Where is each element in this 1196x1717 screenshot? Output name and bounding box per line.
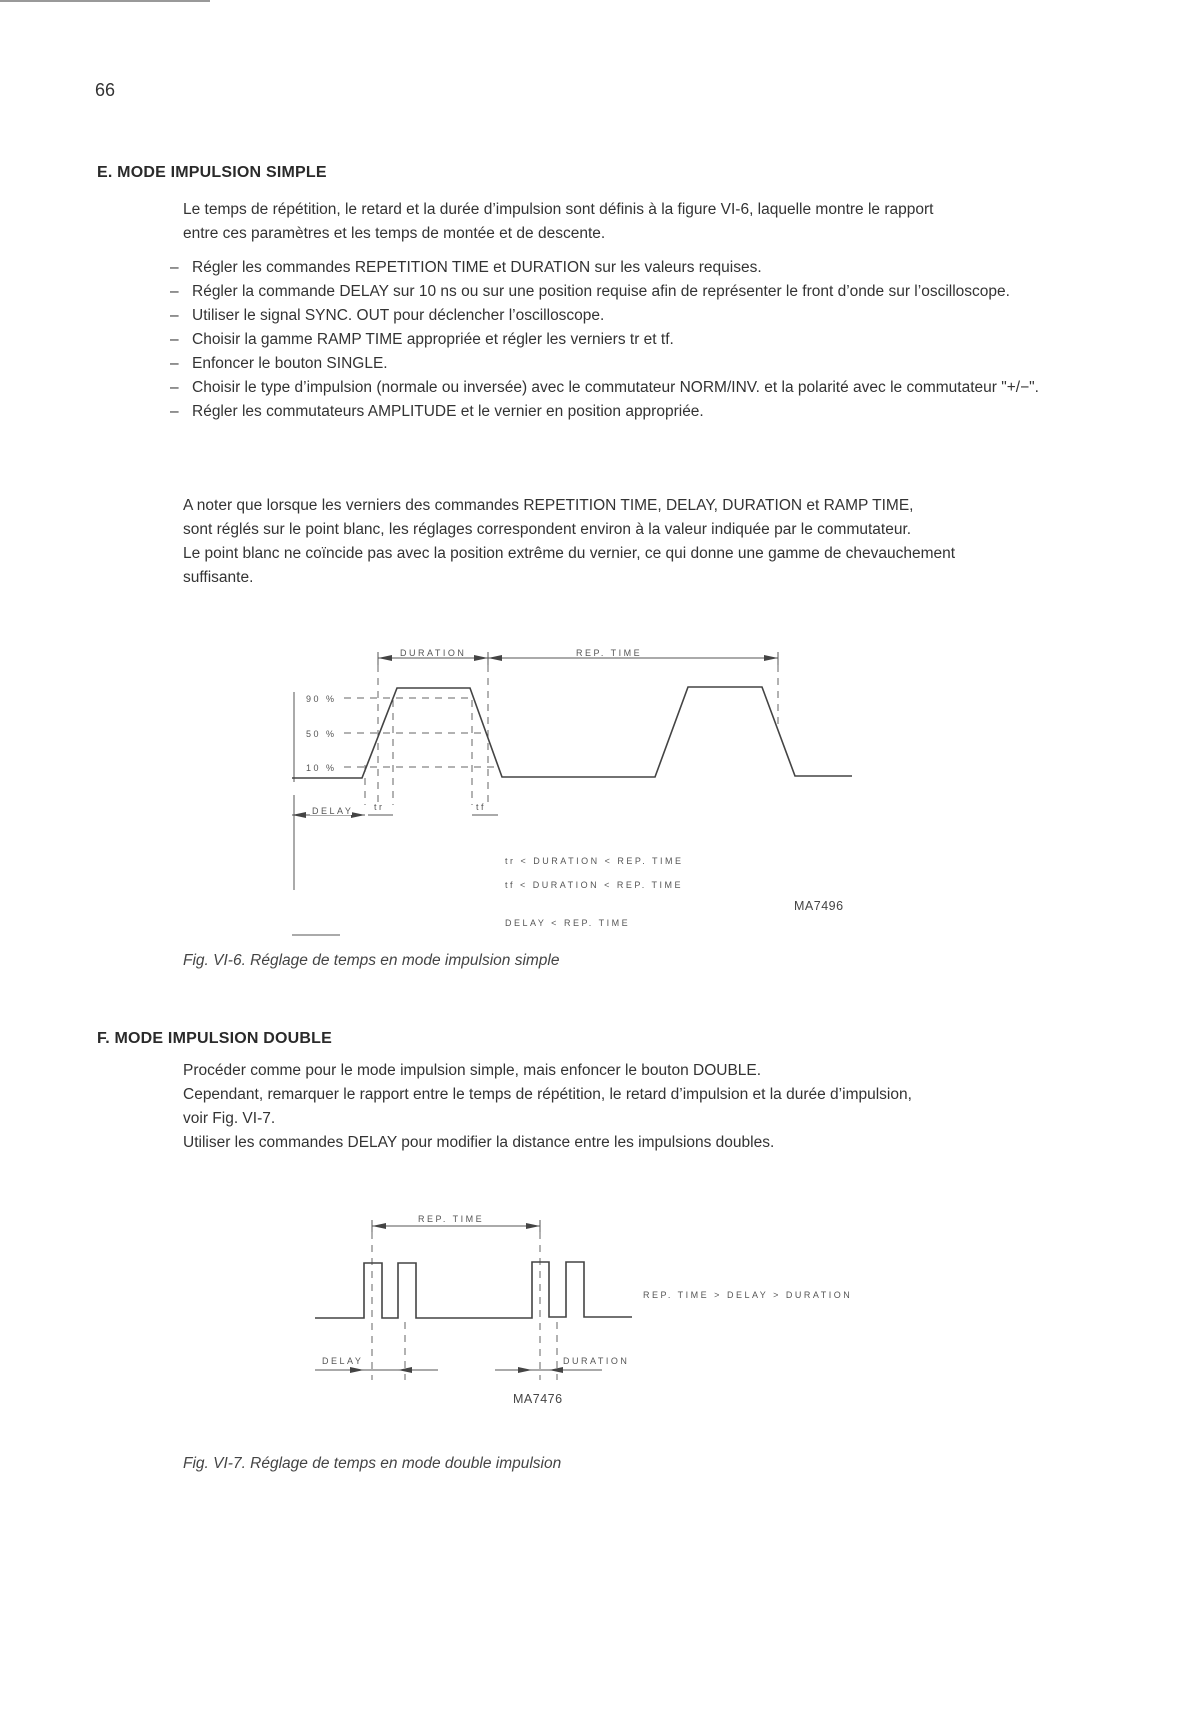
level-90-label: 90 % xyxy=(306,694,337,704)
tr-label: tr xyxy=(374,802,385,812)
page-number: 66 xyxy=(95,80,116,100)
note-line: sont réglés sur le point blanc, les réglages correspondent environ à la valeur indiquée par le commutateur. xyxy=(183,521,912,538)
note-line: A noter que lorsque les verniers des commandes REPETITION TIME, DELAY, DURATION et RAMP TIME, xyxy=(183,497,914,514)
figure-vi-6-caption: Fig. VI-6. Réglage de temps en mode impulsion simple xyxy=(183,952,560,969)
step-text: Régler les commutateurs AMPLITUDE et le vernier en position appropriée. xyxy=(192,403,704,420)
condition-delay: DELAY < REP. TIME xyxy=(505,918,631,928)
body-line: voir Fig. VI-7. xyxy=(183,1110,276,1127)
step-text: Choisir le type d’impulsion (normale ou inversée) avec le commutateur NORM/INV. et la polarité avec le commutateur "+/−". xyxy=(192,379,1039,396)
section-e-heading: E. MODE IMPULSION SIMPLE xyxy=(97,164,327,181)
dash-bullet: – xyxy=(170,283,179,300)
condition-tr: tr < DURATION < REP. TIME xyxy=(505,856,684,866)
dash-bullet: – xyxy=(170,379,179,396)
level-50-label: 50 % xyxy=(306,729,337,739)
step-text: Régler les commandes REPETITION TIME et DURATION sur les valeurs requises. xyxy=(192,259,762,276)
level-10-label: 10 % xyxy=(306,763,337,773)
step-text: Régler la commande DELAY sur 10 ns ou sur une position requise afin de représenter le front d’onde sur l’oscilloscope. xyxy=(192,283,1010,300)
arrow-icon xyxy=(378,655,392,661)
figure-reference-code: MA7476 xyxy=(513,1392,563,1406)
arrow-icon xyxy=(764,655,778,661)
step-text: Choisir la gamme RAMP TIME appropriée et régler les verniers tr et tf. xyxy=(192,331,674,348)
figure-vi-7-caption: Fig. VI-7. Réglage de temps en mode double impulsion xyxy=(183,1455,562,1472)
step-text: Utiliser le signal SYNC. OUT pour déclencher l’oscilloscope. xyxy=(192,307,605,324)
intro-line: entre ces paramètres et les temps de montée et de descente. xyxy=(183,225,606,242)
duration-label: DURATION xyxy=(563,1356,630,1366)
arrow-icon xyxy=(488,655,502,661)
body-line: Procéder comme pour le mode impulsion simple, mais enfoncer le bouton DOUBLE. xyxy=(183,1062,762,1079)
condition-tf: tf < DURATION < REP. TIME xyxy=(505,880,684,890)
body-line: Utiliser les commandes DELAY pour modifier la distance entre les impulsions doubles. xyxy=(183,1134,775,1151)
dash-bullet: – xyxy=(170,331,179,348)
arrow-icon xyxy=(474,655,488,661)
figure-reference-code: MA7496 xyxy=(794,899,844,913)
duration-label: DURATION xyxy=(400,648,467,658)
step-text: Enfoncer le bouton SINGLE. xyxy=(192,355,388,372)
delay-label: DELAY xyxy=(322,1356,364,1366)
dash-bullet: – xyxy=(170,403,179,420)
dash-bullet: – xyxy=(170,259,179,276)
note-line: suffisante. xyxy=(183,569,254,586)
delay-label: DELAY xyxy=(312,806,354,816)
note-line: Le point blanc ne coïncide pas avec la position extrême du vernier, ce qui donne une gamme de chevauchement xyxy=(183,545,956,562)
dash-bullet: – xyxy=(170,307,179,324)
section-f-body xyxy=(183,1059,1123,1155)
rep-time-label: REP. TIME xyxy=(418,1214,485,1224)
dash-bullet: – xyxy=(170,355,179,372)
body-line: Cependant, remarquer le rapport entre le temps de répétition, le retard d’impulsion et la durée d’impulsion, xyxy=(183,1086,912,1103)
condition-text: REP. TIME > DELAY > DURATION xyxy=(643,1290,853,1300)
rep-time-label: REP. TIME xyxy=(576,648,643,658)
intro-line: Le temps de répétition, le retard et la durée d’impulsion sont définis à la figure VI-6, laquelle montre le rapport xyxy=(183,201,934,218)
section-f-heading: F. MODE IMPULSION DOUBLE xyxy=(97,1030,333,1047)
tf-label: tf xyxy=(476,802,487,812)
